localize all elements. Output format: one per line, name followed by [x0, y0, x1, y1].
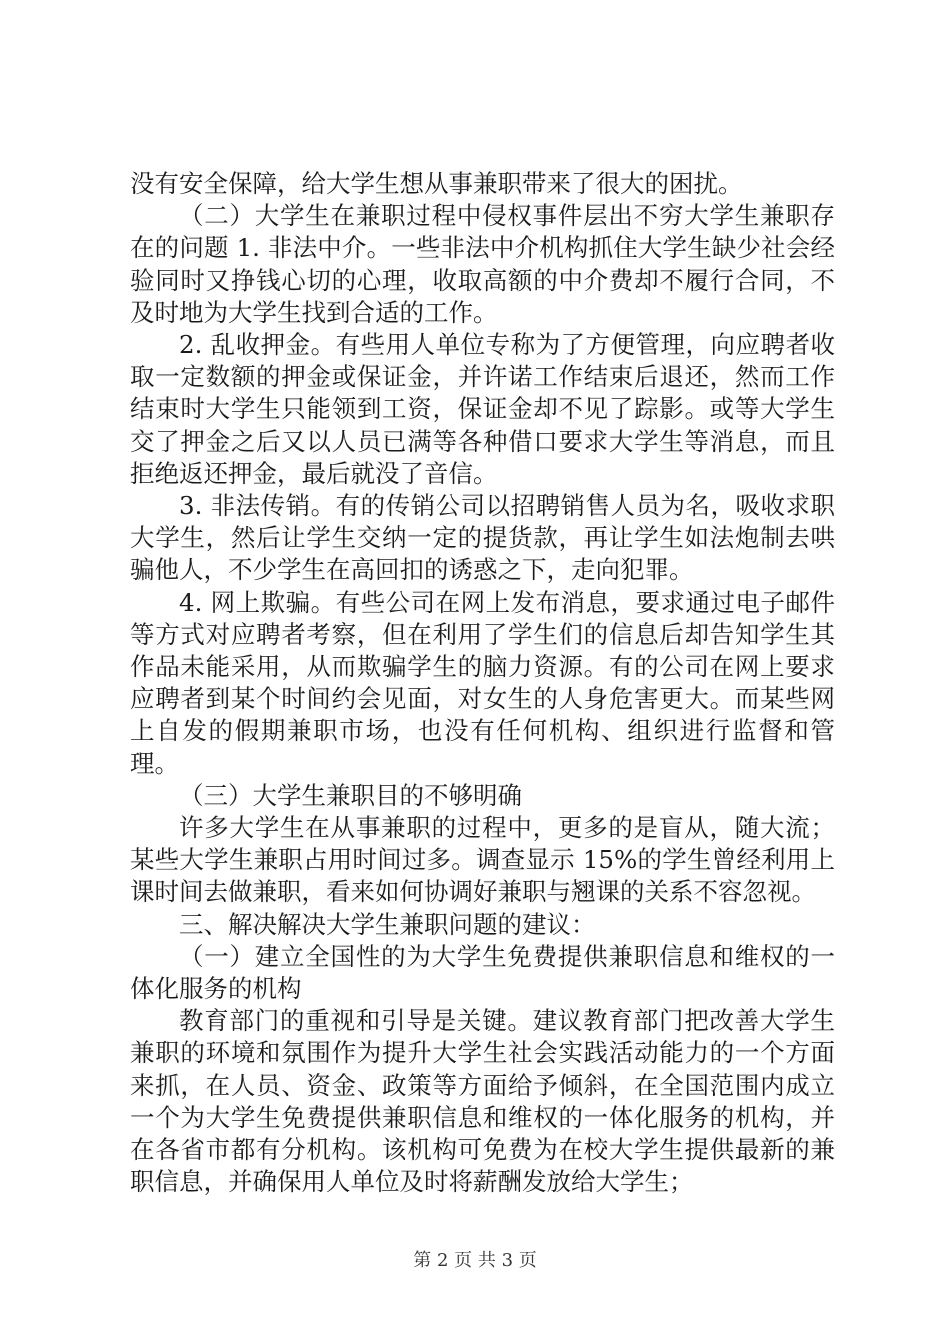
heading-suggestions: 三、解决解决大学生兼职问题的建议：: [179, 909, 596, 939]
paragraph-blind-following: 许多大学生在从事兼职的过程中，更多的是盲从，随大流；某些大学生兼职占用时间过多。调查显示 15%的学生曾经利用上课时间去做兼职，看来如何协调好兼职与翘课的关系不容忽视。: [130, 813, 835, 907]
page-number-footer: 第 2 页 共 3 页: [413, 1250, 537, 1271]
heading-section-three: （三）大学生兼职目的不够明确: [179, 780, 522, 810]
paragraph-continuation: 没有安全保障，给大学生想从事兼职带来了很大的困扰。: [130, 169, 743, 198]
document-body: [130, 168, 835, 1199]
paragraph-education-department: 教育部门的重视和引导是关键。建议教育部门把改善大学生兼职的环境和氛围作为提升大学生社会实践活动能力的一个方面来抓，在人员、资金、政策等方面给予倾斜，在全国范围内成立一个为大学生免费提供兼职信息和维权的一体化服务的机构，并在各省市都有分机构。该机构可免费为在校大学生提供最新的兼职信息，并确保用人单位及时将薪酬发放给大学生；: [130, 1006, 835, 1197]
paragraph-online-fraud: 4. 网上欺骗。有些公司在网上发布消息，要求通过电子邮件等方式对应聘者考察，但在利用了学生们的信息后却告知学生其作品未能采用，从而欺骗学生的脑力资源。有的公司在网上要求应聘者到某个时间约会见面，对女生的人身危害更大。而某些网上自发的假期兼职市场，也没有任何机构、组织进行监督和管理。: [130, 587, 835, 778]
heading-suggestion-one: （一）建立全国性的为大学生免费提供兼职信息和维权的一体化服务的机构: [130, 941, 835, 1004]
paragraph-pyramid-selling: 3. 非法传销。有的传销公司以招聘销售人员为名，吸收求职大学生，然后让学生交纳一定的提货款，再让学生如法炮制去哄骗他人，不少学生在高回扣的诱惑之下，走向犯罪。: [130, 491, 835, 585]
paragraph-deposit: 2. 乱收押金。有些用人单位专称为了方便管理，向应聘者收取一定数额的押金或保证金，并许诺工作结束后退还，然而工作结束时大学生只能领到工资，保证金却不见了踪影。或等大学生交了押金之后又以人员已满等各种借口要求大学生等消息，而且拒绝返还押金，最后就没了音信。: [130, 330, 835, 488]
paragraph-section-two: （二）大学生在兼职过程中侵权事件层出不穷大学生兼职存在的问题 1. 非法中介。一些非法中介机构抓住大学生缺少社会经验同时又挣钱心切的心理，收取高额的中介费却不履行合同，不及时地为大学生找到合适的工作。: [130, 201, 835, 327]
